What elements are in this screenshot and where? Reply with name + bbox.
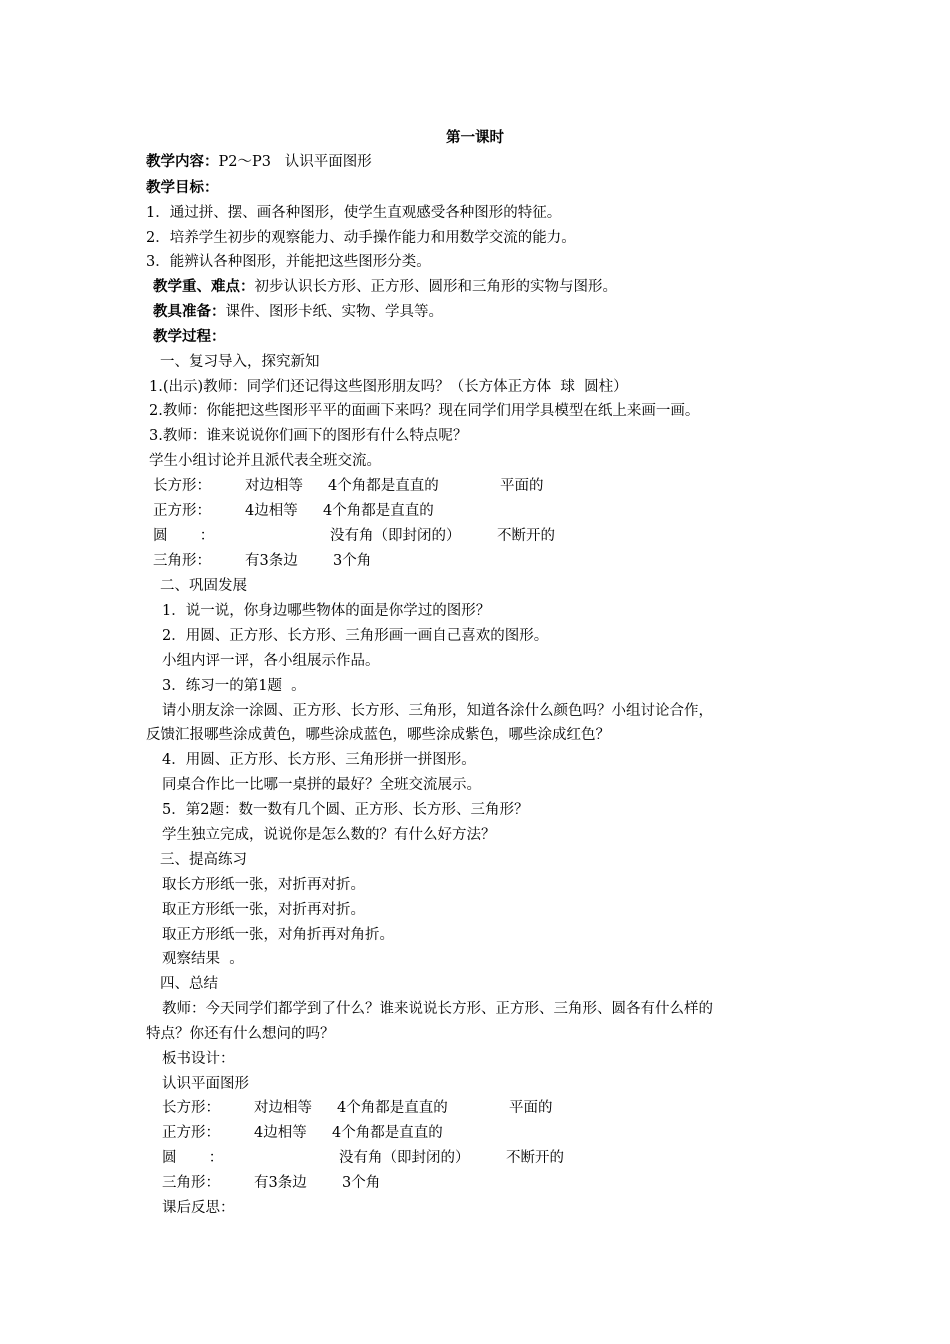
section-item: 3．练习一的第1题 。 <box>162 678 306 694</box>
shape-feature-c: 不断开的 <box>497 528 555 544</box>
key-points-label: 教学重、难点： <box>153 278 255 295</box>
section-item: 教师：今天同学们都学到了什么？谁来说说长方形、正方形、三角形、圆各有什么样的 <box>162 1001 713 1017</box>
board-feature-b: 4个角都是直直的 <box>337 1100 448 1116</box>
board-feature-b: 3个角 <box>342 1175 381 1191</box>
shape-feature-b: 4个角都是直直的 <box>328 478 439 494</box>
section-item: 请小朋友涂一涂圆、正方形、长方形、三角形，知道各涂什么颜色吗？小组讨论合作， <box>162 703 713 719</box>
goal-item: 1．通过拼、摆、画各种图形，使学生直观感受各种图形的特征。 <box>146 205 562 221</box>
shape-row <box>0 551 950 571</box>
tools-label: 教具准备： <box>153 303 226 320</box>
section-item: 取长方形纸一张，对折再对折。 <box>162 877 365 893</box>
board-shape-name: 长方形： <box>162 1100 220 1116</box>
board-feature-a: 对边相等 <box>254 1100 312 1116</box>
section-item: 1.(出示)教师：同学们还记得这些图形朋友吗？（长方体正方体 球 圆柱） <box>149 379 628 395</box>
section-item: 反馈汇报哪些涂成黄色，哪些涂成蓝色，哪些涂成紫色，哪些涂成红色？ <box>146 727 610 743</box>
shape-row <box>0 476 950 496</box>
section-item: 特点？你还有什么想问的吗？ <box>146 1026 335 1042</box>
tools-value: 课件、图形卡纸、实物、学具等。 <box>225 304 443 320</box>
key-points-value: 初步认识长方形、正方形、圆形和三角形的实物与图形。 <box>254 279 617 295</box>
page-title: 第一课时 <box>446 129 504 146</box>
section-item: 取正方形纸一张，对折再对折。 <box>162 902 365 918</box>
section-item: 3.教师：谁来说说你们画下的图形有什么特点呢？ <box>149 428 468 444</box>
section-item: 学生独立完成，说说你是怎么数的？有什么好方法？ <box>162 827 496 843</box>
shape-feature-b: 没有角（即封闭的） <box>330 528 461 544</box>
shape-name: 正方形： <box>153 503 211 519</box>
board-row <box>0 1173 950 1193</box>
board-shape-name: 三角形： <box>162 1175 220 1191</box>
board-feature-c: 不断开的 <box>506 1150 564 1166</box>
board-feature-a: 有3条边 <box>254 1175 307 1191</box>
goal-item: 3．能辨认各种图形，并能把这些图形分类。 <box>146 254 431 270</box>
section-heading: 一、复习导入，探究新知 <box>160 354 320 370</box>
board-title: 认识平面图形 <box>162 1076 249 1092</box>
shape-name: 长方形： <box>153 478 211 494</box>
section-item: 2．用圆、正方形、长方形、三角形画一画自己喜欢的图形。 <box>162 628 549 644</box>
section-item: 同桌合作比一比哪一桌拼的最好？全班交流展示。 <box>162 777 481 793</box>
board-feature-b: 4个角都是直直的 <box>332 1125 443 1141</box>
board-row <box>0 1148 950 1168</box>
section-heading: 二、巩固发展 <box>160 578 247 594</box>
tools-line <box>153 302 443 322</box>
section-item: 小组内评一评，各小组展示作品。 <box>162 653 380 669</box>
section-item: 2.教师：你能把这些图形平平的面画下来吗？现在同学们用学具模型在纸上来画一画。 <box>149 403 700 419</box>
board-shape-name: 正方形： <box>162 1125 220 1141</box>
shape-row <box>0 526 950 546</box>
section-item: 1．说一说，你身边哪些物体的面是你学过的图形？ <box>162 603 491 619</box>
section-item: 4．用圆、正方形、长方形、三角形拼一拼图形。 <box>162 752 476 768</box>
section-heading: 三、提高练习 <box>160 852 247 868</box>
section-item: 取正方形纸一张，对角折再对角折。 <box>162 927 394 943</box>
board-shape-name: 圆 ： <box>162 1150 224 1166</box>
board-label: 板书设计： <box>162 1051 235 1067</box>
board-row <box>0 1098 950 1118</box>
section-item: 学生小组讨论并且派代表全班交流。 <box>149 453 381 469</box>
shape-feature-a: 对边相等 <box>245 478 303 494</box>
content-label: 教学内容： <box>146 153 219 170</box>
shape-feature-b: 3个角 <box>333 553 372 569</box>
shape-feature-c: 平面的 <box>500 478 544 494</box>
content-line <box>146 152 372 172</box>
key-points-line <box>153 277 617 297</box>
board-feature-c: 平面的 <box>509 1100 553 1116</box>
shape-name: 圆 ： <box>153 528 215 544</box>
board-feature-b: 没有角（即封闭的） <box>339 1150 470 1166</box>
process-label: 教学过程： <box>153 328 226 345</box>
shape-feature-a: 有3条边 <box>245 553 298 569</box>
section-item: 5．第2题：数一数有几个圆、正方形、长方形、三角形？ <box>162 802 529 818</box>
goals-label: 教学目标： <box>146 179 219 196</box>
reflection-label: 课后反思： <box>162 1200 235 1216</box>
shape-feature-a: 4边相等 <box>245 503 298 519</box>
board-feature-a: 4边相等 <box>254 1125 307 1141</box>
shape-feature-b: 4个角都是直直的 <box>323 503 434 519</box>
board-row <box>0 1123 950 1143</box>
shape-name: 三角形： <box>153 553 211 569</box>
content-value: P2～P3 认识平面图形 <box>218 154 372 170</box>
shape-row <box>0 501 950 521</box>
section-item: 观察结果 。 <box>162 951 244 967</box>
section-heading: 四、总结 <box>160 976 218 992</box>
goal-item: 2．培养学生初步的观察能力、动手操作能力和用数学交流的能力。 <box>146 230 576 246</box>
